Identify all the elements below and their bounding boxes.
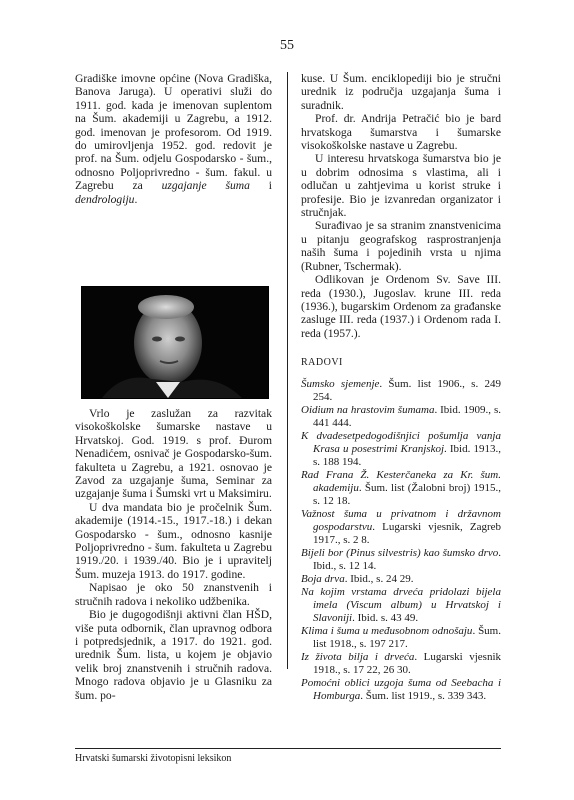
work-entry: Iz života bilja i drveća. Lugarski vjesnik 1918., s. 17 22, 26 30. <box>301 650 501 676</box>
work-entry: Boja drva. Ibid., s. 24 29. <box>301 572 414 585</box>
left-column-top <box>75 72 272 206</box>
page-number: 55 <box>280 38 294 53</box>
biography-paragraph: Napisao je oko 50 znanstvenih i stručnih radova i nekoliko udžbenika. <box>75 581 272 608</box>
running-footer: Hrvatski šumarski životopisni leksikon <box>75 753 232 764</box>
works-heading: RADOVI <box>301 357 343 369</box>
work-entry: Šumsko sjemenje. Šum. list 1906., s. 249 254. <box>301 377 502 403</box>
biography-paragraph: Surađivao je sa stranim znanstvenicima u pitanju geografskog rasprostranjenja naših šuma i pojedinih vrsta u njima (Rubner, Tschermak). <box>301 219 501 273</box>
work-entry: Bijeli bor (Pinus silvestris) kao šumsko drvo. Ibid., s. 12 14. <box>301 546 501 572</box>
portrait-photo <box>81 286 269 399</box>
biography-paragraph: Vrlo je zaslužan za razvitak visokoškolske šumarske nastave u Hrvatskoj. God. 1919. s prof. Đurom Nenadićem, osnivač je Gospodarsko-šum. fakulteta u Zagrebu, a 1921. osnovao je Zavod za uzgajanje šuma, Seminar za uzgajanje šuma i Šumski vrt u Maksimiru. <box>75 407 272 501</box>
work-entry: Klima i šuma u međusobnom odnošaju. Šum. list 1918., s. 197 217. <box>301 624 501 650</box>
works-list <box>301 378 501 703</box>
work-entry: Rad Frana Ž. Kesterčaneka za Kr. šum. akademiju. Šum. list (Žalobni broj) 1915., s. 12 18. <box>301 468 501 507</box>
left-column-bottom <box>75 407 272 702</box>
biography-paragraph: U dva mandata bio je pročelnik Šum. akademije (1914.-15., 1917.-18.) i dekan Gospodarsko - šum., odnosno kasnije Poljoprivredno - šum. fakulteta u Zagrebu 1919./20. i 1939./40. Bio je i upravitelj Šum. muzeja 1913. do 1917. godine. <box>75 500 272 581</box>
column-divider <box>287 72 288 669</box>
footer-rule <box>75 748 501 749</box>
work-entry: Važnost šuma u privatnom i državnom gospodarstvu. Lugarski vjesnik, Zagreb 1917., s. 2 8. <box>301 507 501 546</box>
biography-paragraph: kuse. U Šum. enciklopediji bio je stručni urednik iz područja uzgajanja šuma i suradnik. <box>301 72 501 112</box>
work-entry: Na kojim vrstama drveća pridolazi bijela imela (Viscum album) u Hrvatskoj i Slavoniji. Ibid. s. 43 49. <box>301 585 501 624</box>
biography-paragraph: Odlikovan je Ordenom Sv. Save III. reda (1930.), Jugoslav. krune III. reda (1936.), bugarskim Ordenom za građanske zasluge III. reda (1937.) i Ordenom rada I. reda (1957.). <box>301 273 501 340</box>
biography-paragraph: Bio je dugogodišnji aktivni član HŠD, više puta odbornik, član upravnog odbora i potpredsjednik, a 1917. do 1921. god. urednik Šum. lista, u kojem je objavio velik broj znanstvenih i stručnih radova. Mnogo radova objavio je u Glasniku za šum. po- <box>75 608 272 702</box>
work-entry: Oidium na hrastovim šumama. Ibid. 1909., s. 441 444. <box>301 403 502 429</box>
biography-paragraph: Prof. dr. Andrija Petračić bio je bard hrvatskoga šumarstva i šumarske visokoškolske nastave u Zagrebu. <box>301 112 501 153</box>
biography-paragraph: U interesu hrvatskoga šumarstva bio je u dobrim odnosima s vlastima, ali i odlučan u zahtjevima u korist struke i profesije. Bio je izvanredan organizator i stručnjak. <box>301 152 501 220</box>
biography-paragraph-intro: Gradiške imovne općine (Nova Gradiška, Banova Jaruga). U operativi služi do 1911. god. kada je imenovan suplentom na Šum. akademiji u Zagrebu, a 1912. god. imenovan je profesorom. Od 1919. do umirovljenja 1952. god. redovit je prof. na Šum. odjelu Gospodarsko - šum., odnosno Poljoprivredno - šum. fakul. u Zagrebu za uzgajanje šuma i dendrologiju. <box>75 72 272 206</box>
work-entry: Pomoćni oblici uzgoja šuma od Seebacha i Homburga. Šum. list 1919., s. 339 343. <box>301 676 501 702</box>
work-entry: K dvadesetpedogodišnjici pošumlja vanja Krasa u posestrimi Kranjskoj. Ibid. 1913., s. 188 194. <box>301 429 501 468</box>
right-column <box>301 72 501 703</box>
